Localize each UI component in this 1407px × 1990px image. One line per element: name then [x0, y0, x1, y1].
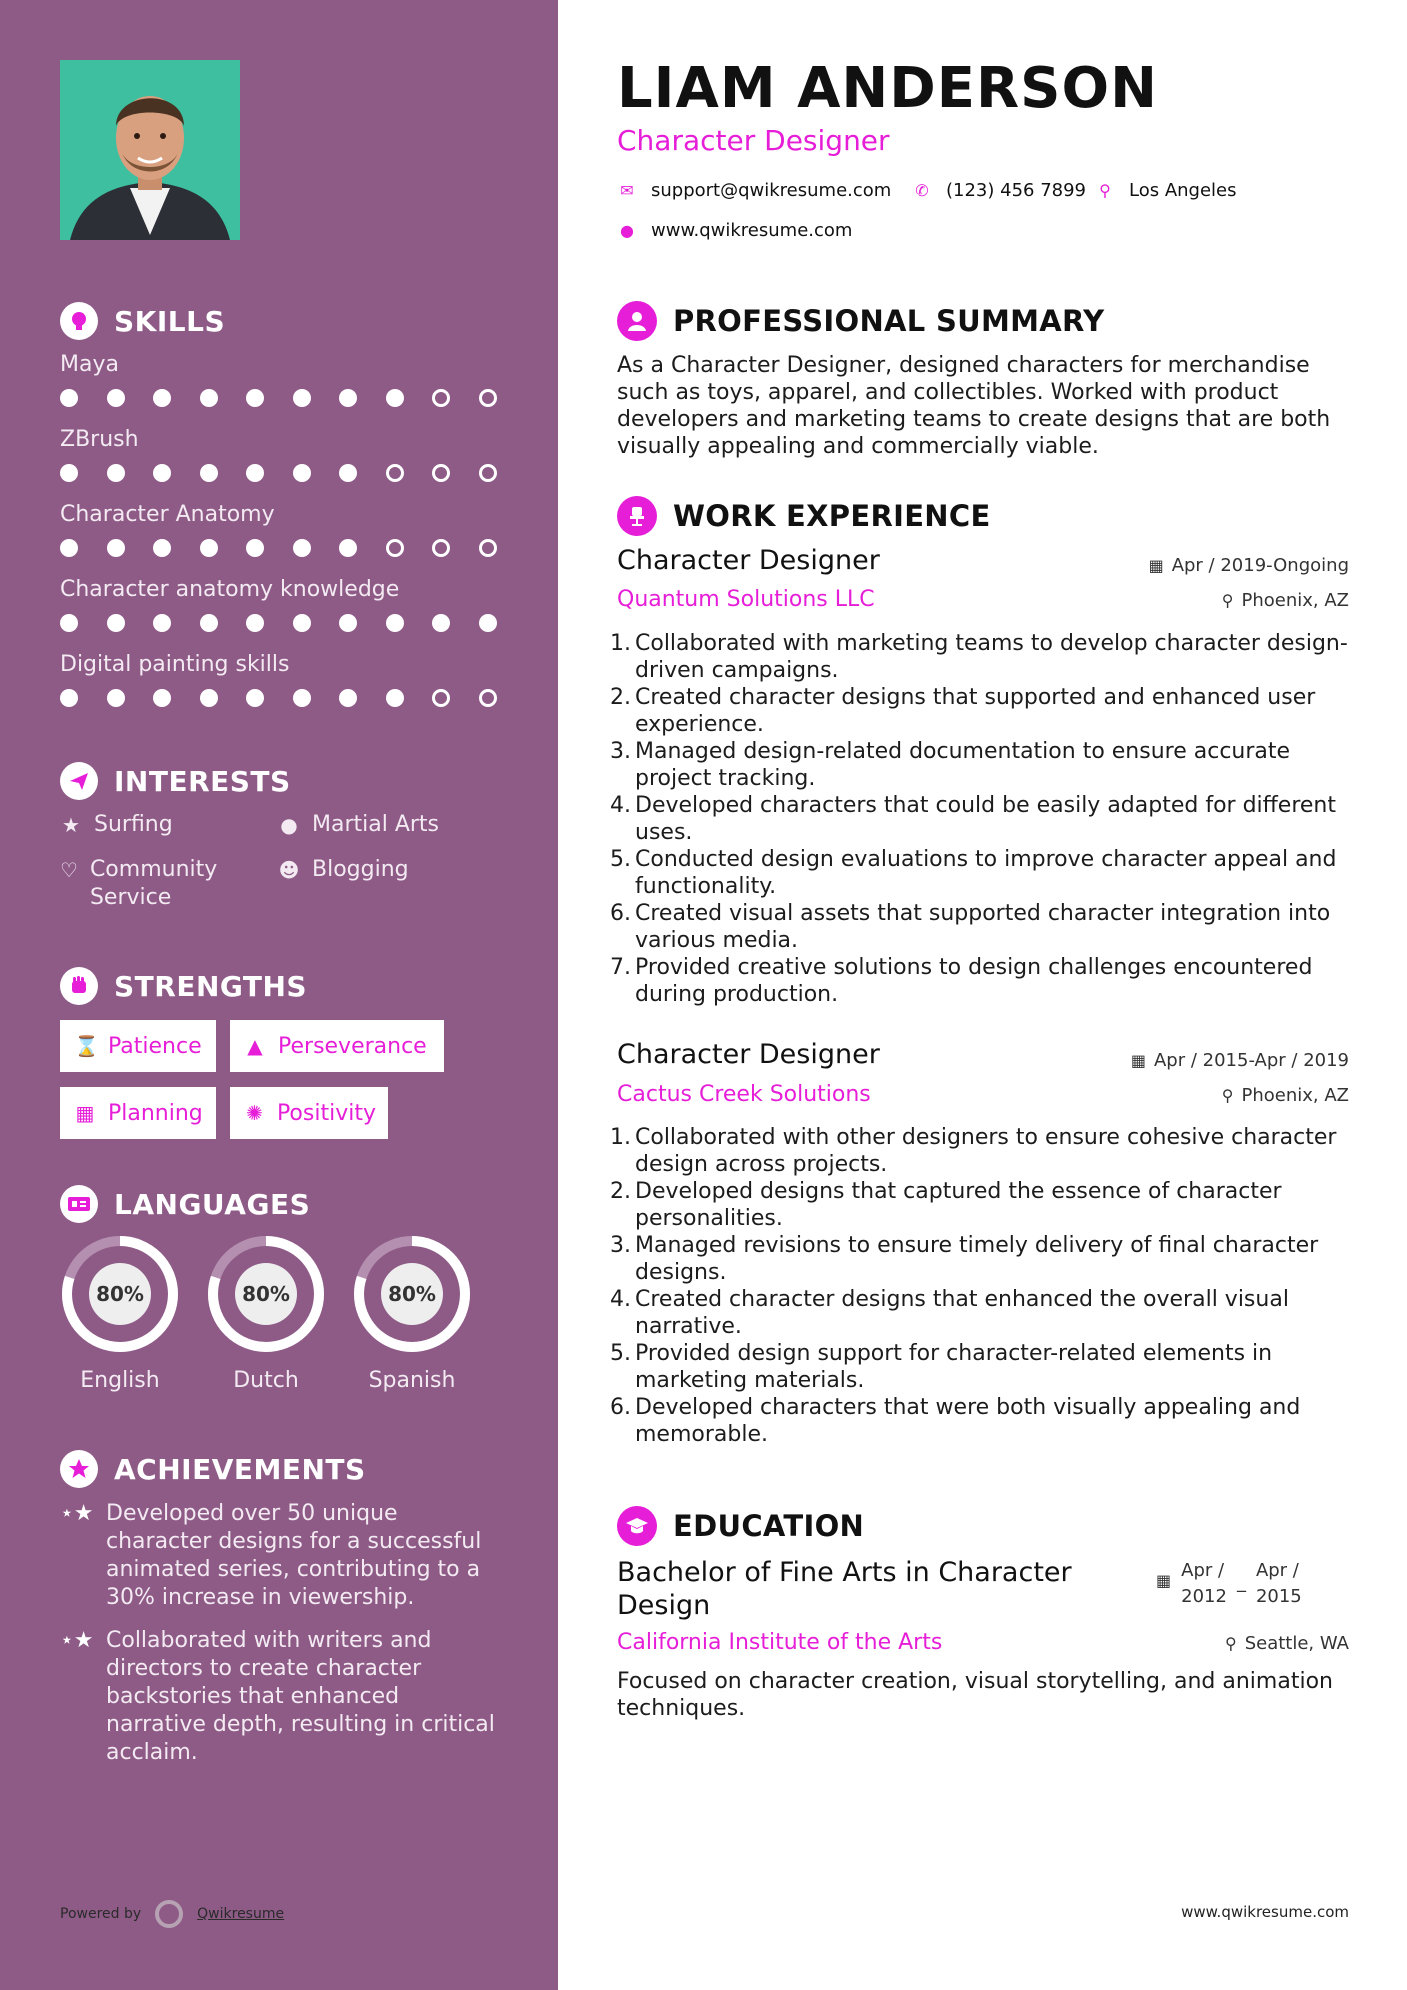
skills-heading	[60, 302, 225, 340]
footer-website[interactable]: www.qwikresume.com	[1181, 1903, 1349, 1921]
skill-item	[60, 577, 500, 640]
job-dates-text: Apr / 2015-Apr / 2019	[1153, 1050, 1349, 1071]
envelope-icon: ✉	[620, 181, 634, 200]
skills-title: SKILLS	[114, 304, 226, 338]
rating-dot-filled	[386, 389, 404, 407]
skill-name: Digital painting skills	[60, 652, 290, 677]
strength-label: Planning	[108, 1100, 203, 1126]
language-ring	[58, 1232, 182, 1356]
rating-dot-filled	[107, 539, 125, 557]
bullet-text: Collaborated with other designers to ensure cohesive character design across projects.	[635, 1125, 1337, 1177]
rating-dot-filled	[60, 539, 78, 557]
interest-label: Surfing	[94, 812, 173, 837]
rating-dot-filled	[107, 689, 125, 707]
rating-dot-filled	[246, 464, 264, 482]
achievements-title: ACHIEVEMENTS	[114, 1452, 366, 1486]
interest-item	[278, 811, 439, 839]
translate-icon	[60, 1185, 98, 1223]
interest-item	[60, 856, 260, 912]
rating-dot-empty	[479, 539, 497, 557]
strength-badge	[60, 1020, 216, 1072]
bullet-item: 3. Managed revisions to ensure timely delivery of final character designs.	[610, 1232, 1355, 1286]
rating-dot-filled	[246, 689, 264, 707]
interest-label: Martial Arts	[312, 812, 440, 837]
calendar-icon: ▦	[75, 1101, 95, 1125]
rating-dot-filled	[339, 464, 357, 482]
job-dates	[1149, 555, 1349, 576]
road-icon: ▲	[247, 1034, 263, 1058]
bullet-item: 2. Created character designs that supported and enhanced user experience.	[610, 684, 1355, 738]
brand-link[interactable]: Qwikresume	[197, 1906, 285, 1922]
qwikresume-logo-icon	[155, 1900, 183, 1928]
achievement-item	[60, 1627, 500, 1767]
bullet-item: 5. Provided design support for character-related elements in marketing materials.	[610, 1340, 1355, 1394]
shooting-star-icon: ⋆★	[60, 1501, 94, 1526]
profile-photo	[60, 60, 240, 240]
job-dates	[1131, 1050, 1349, 1071]
rating-dot-filled	[60, 614, 78, 632]
strength-label: Positivity	[276, 1100, 376, 1126]
rating-dot-filled	[200, 539, 218, 557]
education-location	[1225, 1633, 1349, 1654]
rating-dot-empty	[432, 689, 450, 707]
rating-dot-filled	[200, 464, 218, 482]
language-percent: 80%	[89, 1263, 151, 1325]
bullet-text: Created character designs that enhanced the overall visual narrative.	[635, 1287, 1289, 1339]
language-percent: 80%	[235, 1263, 297, 1325]
experience-heading	[617, 496, 991, 536]
job-bullets	[610, 630, 1355, 1008]
language-ring	[204, 1232, 328, 1356]
rating-dot-empty	[479, 689, 497, 707]
rating-dot-filled	[246, 614, 264, 632]
sidebar	[0, 0, 558, 1990]
strength-badge	[60, 1087, 216, 1139]
rating-dot-filled	[432, 614, 450, 632]
chair-icon	[617, 496, 657, 536]
interest-item	[60, 811, 173, 839]
skill-name: Character anatomy knowledge	[60, 577, 400, 602]
job-location	[1222, 1085, 1349, 1106]
job-location-text: Phoenix, AZ	[1241, 590, 1349, 611]
rating-dot-empty	[432, 464, 450, 482]
rating-dot-filled	[153, 389, 171, 407]
job-title: Character Designer	[617, 1039, 880, 1070]
achievement-item	[60, 1500, 500, 1612]
interests-title: INTERESTS	[114, 764, 291, 798]
bullet-text: Managed revisions to ensure timely delivery of final character designs.	[635, 1233, 1319, 1285]
rating-dot-filled	[153, 689, 171, 707]
website-text: www.qwikresume.com	[651, 220, 853, 241]
rating-dot-filled	[246, 539, 264, 557]
pin-icon: ⚲	[1221, 1086, 1234, 1105]
job-title: Character Designer	[617, 545, 880, 576]
language-ring	[350, 1232, 474, 1356]
rating-dot-filled	[386, 614, 404, 632]
job-dates-text: Apr / 2019-Ongoing	[1171, 555, 1349, 576]
rating-dot-filled	[200, 614, 218, 632]
rating-dot-filled	[293, 389, 311, 407]
globe-icon: ●	[620, 221, 634, 240]
strength-badge	[230, 1087, 388, 1139]
rating-dot-filled	[339, 389, 357, 407]
end-date	[1256, 1558, 1302, 1610]
bullet-text: Created visual assets that supported character integration into various media.	[635, 901, 1331, 953]
bullet-text: Developed characters that could be easily adapted for different uses.	[635, 793, 1337, 845]
bullet-text: Provided design support for character-related elements in marketing materials.	[635, 1341, 1273, 1393]
achievement-text: Collaborated with writers and directors to create character backstories that enhanced narrative depth, resulting in critical acclaim.	[106, 1628, 495, 1765]
candidate-name: LIAM ANDERSON	[617, 56, 1158, 121]
rating-dot-filled	[107, 614, 125, 632]
rating-dot-filled	[339, 539, 357, 557]
map-pin-icon: ⚲	[1099, 181, 1111, 200]
education-description: Focused on character creation, visual storytelling, and animation techniques.	[617, 1669, 1333, 1721]
start-date	[1181, 1558, 1227, 1610]
rating-dot-filled	[386, 689, 404, 707]
language-name: Spanish	[368, 1368, 456, 1393]
education-heading	[617, 1506, 864, 1546]
language-name: Dutch	[233, 1368, 299, 1393]
achievement-text: Developed over 50 unique character designs for a successful animated series, contributing to a 30% increase in viewership.	[106, 1501, 482, 1610]
star-badge-icon	[60, 1450, 98, 1488]
pin-icon: ⚲	[1221, 591, 1234, 610]
rating-dot-filled	[339, 614, 357, 632]
job-bullets	[610, 1124, 1355, 1448]
rating-dot-filled	[200, 389, 218, 407]
strength-badge	[230, 1020, 444, 1072]
start-year: 2012	[1181, 1586, 1227, 1607]
achievements-heading	[60, 1450, 366, 1488]
contact-email[interactable]	[617, 180, 891, 201]
interests-heading	[60, 762, 291, 800]
calendar-icon: ▦	[1148, 556, 1164, 575]
languages-heading	[60, 1185, 310, 1223]
job-location-text: Phoenix, AZ	[1241, 1085, 1349, 1106]
rating-dot-filled	[107, 464, 125, 482]
skill-item	[60, 502, 500, 565]
language-percent: 80%	[381, 1263, 443, 1325]
language-item	[204, 1232, 328, 1393]
rating-dot-empty	[386, 539, 404, 557]
end-year: 2015	[1255, 1586, 1302, 1607]
star-icon: ★	[62, 813, 80, 837]
skill-item	[60, 652, 500, 715]
bullet-item: 4. Created character designs that enhanced the overall visual narrative.	[610, 1286, 1355, 1340]
job-location	[1222, 590, 1349, 611]
skill-rating	[60, 614, 500, 640]
skill-name: Character Anatomy	[60, 502, 275, 527]
bullet-item: 7. Provided creative solutions to design challenges encountered during production.	[610, 954, 1355, 1008]
strengths-heading	[60, 967, 307, 1005]
summary-title: PROFESSIONAL SUMMARY	[673, 304, 1105, 338]
paper-plane-icon	[60, 762, 98, 800]
rating-dot-filled	[339, 689, 357, 707]
rating-dot-filled	[200, 689, 218, 707]
bullet-item: 4. Developed characters that could be easily adapted for different uses.	[610, 792, 1355, 846]
experience-title: WORK EXPERIENCE	[673, 499, 991, 533]
degree-title: Bachelor of Fine Arts in Character Design	[617, 1557, 1072, 1621]
bullet-text: Provided creative solutions to design challenges encountered during production.	[635, 955, 1313, 1007]
strength-label: Perseverance	[278, 1033, 427, 1059]
hourglass-icon: ⌛	[74, 1034, 99, 1058]
bullet-item: 6. Created visual assets that supported character integration into various media.	[610, 900, 1355, 954]
hand-icon: ♡	[60, 858, 78, 882]
bullet-item: 1. Collaborated with other designers to ensure cohesive character design across projects.	[610, 1124, 1355, 1178]
rating-dot-filled	[60, 464, 78, 482]
skill-item	[60, 427, 500, 490]
rating-dot-empty	[432, 539, 450, 557]
contact-location	[1095, 180, 1237, 201]
language-name: English	[80, 1368, 160, 1393]
skill-rating	[60, 689, 500, 715]
rating-dot-filled	[153, 539, 171, 557]
rating-dot-filled	[293, 539, 311, 557]
bullet-item: 2. Developed designs that captured the essence of character personalities.	[610, 1178, 1355, 1232]
strength-label: Patience	[108, 1033, 202, 1059]
rating-dot-filled	[293, 614, 311, 632]
shooting-star-icon: ⋆★	[60, 1628, 94, 1653]
bullet-text: Developed designs that captured the essence of character personalities.	[635, 1179, 1282, 1231]
education-dates	[1156, 1558, 1302, 1610]
rating-dot-empty	[479, 464, 497, 482]
sun-icon: ✺	[246, 1101, 263, 1125]
education-title: EDUCATION	[673, 1509, 865, 1543]
rating-dot-empty	[386, 464, 404, 482]
interest-label: Blogging	[312, 857, 409, 882]
rating-dot-filled	[293, 689, 311, 707]
skill-item	[60, 352, 500, 415]
rating-dot-filled	[293, 464, 311, 482]
globe-icon: ●	[280, 813, 298, 837]
email-text: support@qwikresume.com	[651, 180, 892, 201]
company-name: Quantum Solutions LLC	[617, 587, 875, 612]
skill-name: Maya	[60, 352, 119, 377]
bullet-item: 3. Managed design-related documentation to ensure accurate project tracking.	[610, 738, 1355, 792]
summary-heading	[617, 301, 1104, 341]
bullet-item: 5. Conducted design evaluations to improve character appeal and functionality.	[610, 846, 1355, 900]
skill-name: ZBrush	[60, 427, 139, 452]
rating-dot-filled	[246, 389, 264, 407]
contact-website[interactable]	[617, 220, 852, 241]
powered-by	[60, 1900, 284, 1928]
language-item	[58, 1232, 182, 1393]
phone-icon: ✆	[915, 181, 929, 200]
lightbulb-icon	[60, 302, 98, 340]
bullet-text: Conducted design evaluations to improve character appeal and functionality.	[635, 847, 1337, 899]
bullet-text: Created character designs that supported and enhanced user experience.	[635, 685, 1316, 737]
start-month: Apr /	[1181, 1560, 1225, 1581]
school-name: California Institute of the Arts	[617, 1630, 943, 1655]
candidate-role: Character Designer	[617, 124, 890, 157]
calendar-icon: ▦	[1130, 1051, 1146, 1070]
fist-icon	[60, 967, 98, 1005]
bullet-text: Developed characters that were both visually appealing and memorable.	[635, 1395, 1301, 1447]
date-separator: _	[1236, 1572, 1246, 1593]
rating-dot-filled	[153, 614, 171, 632]
skill-rating	[60, 539, 500, 565]
users-icon: ☻	[278, 858, 300, 882]
location-text: Los Angeles	[1129, 180, 1237, 201]
interest-label: Community Service	[89, 857, 218, 910]
pin-icon: ⚲	[1224, 1634, 1237, 1653]
summary-text: As a Character Designer, designed characters for merchandise such as toys, apparel, and collectibles. Worked with product developers and marketing teams to create designs that are both visually appealing and commercially viable.	[617, 353, 1331, 459]
contact-phone[interactable]	[912, 180, 1086, 201]
rating-dot-filled	[107, 389, 125, 407]
skill-rating	[60, 464, 500, 490]
language-item	[350, 1232, 474, 1393]
bullet-item: 6. Developed characters that were both visually appealing and memorable.	[610, 1394, 1355, 1448]
powered-by-label: Powered by	[60, 1906, 142, 1922]
interest-item	[278, 856, 409, 884]
skill-rating	[60, 389, 500, 415]
education-location-text: Seattle, WA	[1244, 1633, 1349, 1654]
rating-dot-empty	[432, 389, 450, 407]
bullet-text: Collaborated with marketing teams to develop character design-driven campaigns.	[635, 631, 1348, 683]
phone-text: (123) 456 7899	[946, 180, 1087, 201]
rating-dot-filled	[60, 689, 78, 707]
strengths-title: STRENGTHS	[114, 969, 308, 1003]
bullet-text: Managed design-related documentation to ensure accurate project tracking.	[635, 739, 1291, 791]
rating-dot-filled	[479, 614, 497, 632]
rating-dot-filled	[153, 464, 171, 482]
calendar-icon: ▦	[1156, 1571, 1172, 1590]
rating-dot-filled	[60, 389, 78, 407]
bullet-item: 1. Collaborated with marketing teams to develop character design-driven campaigns.	[610, 630, 1355, 684]
user-icon	[617, 301, 657, 341]
rating-dot-empty	[479, 389, 497, 407]
languages-title: LANGUAGES	[114, 1187, 311, 1221]
graduation-cap-icon	[617, 1506, 657, 1546]
portrait-image	[60, 60, 240, 240]
company-name: Cactus Creek Solutions	[617, 1082, 871, 1107]
end-month: Apr /	[1255, 1560, 1299, 1581]
